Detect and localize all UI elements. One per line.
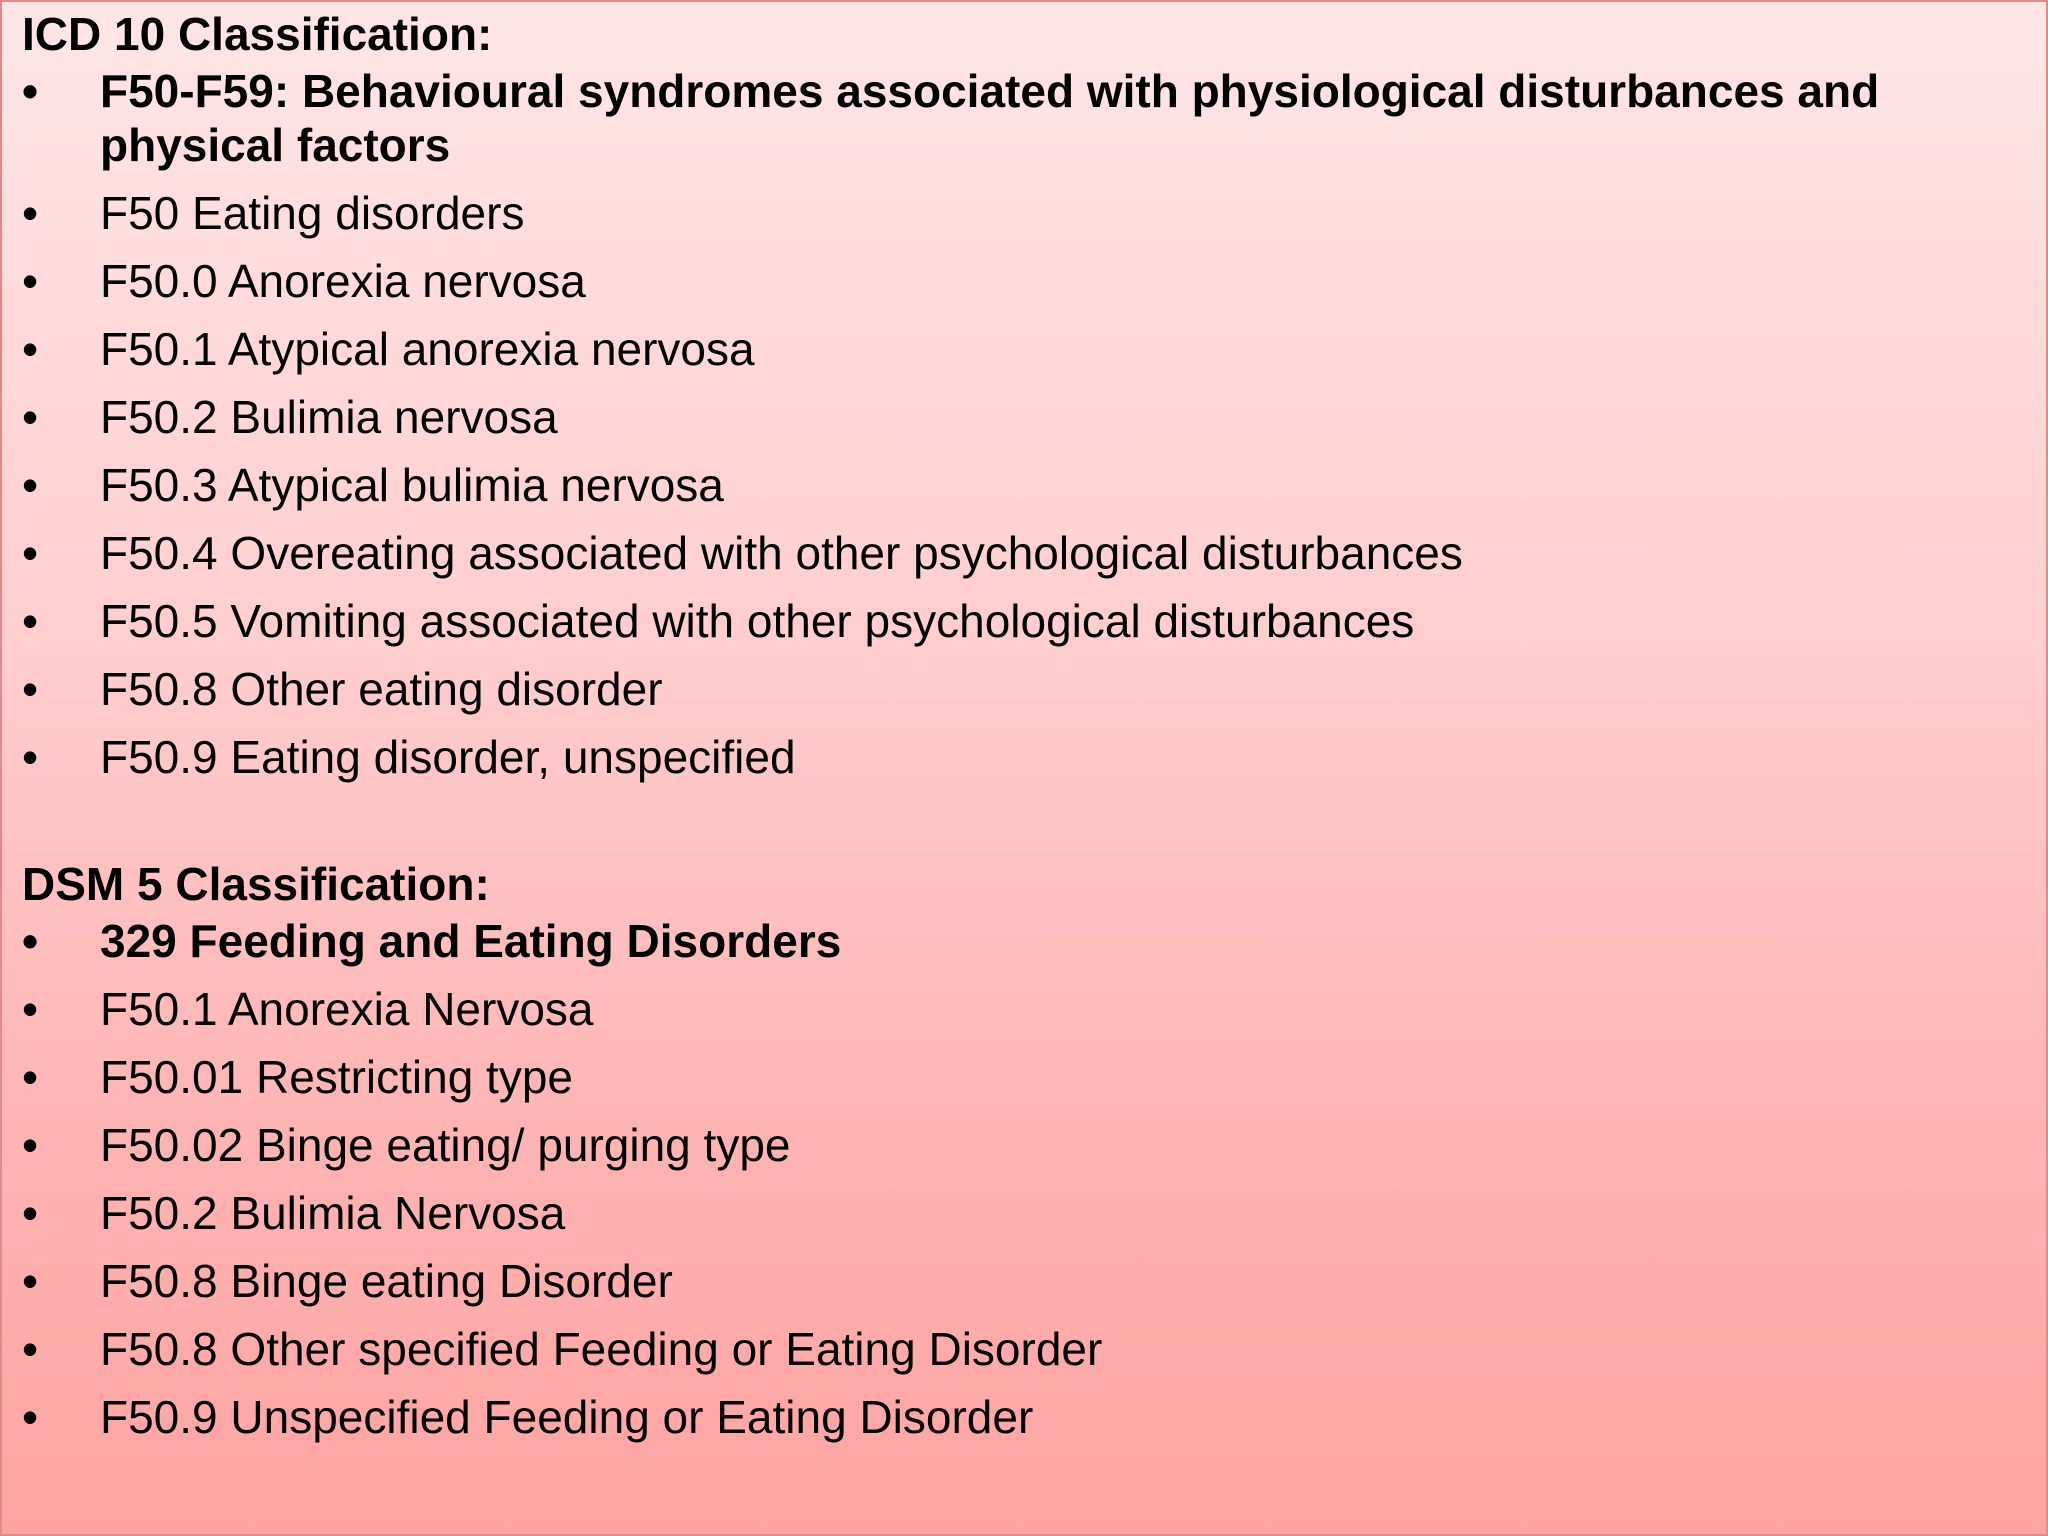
list-item xyxy=(22,1390,2032,1444)
bullet-icon: • xyxy=(22,595,39,647)
list-item-text: F50.8 Other specified Feeding or Eating Disorder xyxy=(100,1323,1103,1375)
list-item xyxy=(22,1050,2032,1104)
bullet-icon: • xyxy=(22,1051,39,1103)
icd-list xyxy=(22,64,2032,784)
list-item xyxy=(22,458,2032,512)
bullet-icon: • xyxy=(22,391,39,443)
icd-heading: ICD 10 Classification: xyxy=(22,8,493,60)
section-spacer xyxy=(22,798,2032,854)
list-item xyxy=(22,914,2032,968)
list-item-text: F50.01 Restricting type xyxy=(100,1051,574,1103)
bullet-icon: • xyxy=(22,1119,39,1171)
bullet-icon: • xyxy=(22,915,39,967)
list-item-text: F50.1 Anorexia Nervosa xyxy=(100,983,594,1035)
list-item xyxy=(22,1186,2032,1240)
list-item-text: F50.2 Bulimia nervosa xyxy=(100,391,558,443)
list-item-text: F50.4 Overeating associated with other psychological disturbances xyxy=(100,527,1463,579)
list-item xyxy=(22,526,2032,580)
slide-content xyxy=(22,4,2032,1458)
bullet-icon: • xyxy=(22,187,39,239)
list-item-text: F50 Eating disorders xyxy=(100,187,525,239)
bullet-icon: • xyxy=(22,459,39,511)
list-item xyxy=(22,186,2032,240)
list-item-text: F50-F59: Behavioural syndromes associated with physiological disturbances and physical factors xyxy=(100,65,1880,171)
list-item-text: F50.9 Eating disorder, unspecified xyxy=(100,731,796,783)
list-item xyxy=(22,662,2032,716)
list-item xyxy=(22,982,2032,1036)
list-item xyxy=(22,254,2032,308)
list-item xyxy=(22,1118,2032,1172)
list-item xyxy=(22,390,2032,444)
list-item-text: F50.3 Atypical bulimia nervosa xyxy=(100,459,724,511)
bullet-icon: • xyxy=(22,663,39,715)
bullet-icon: • xyxy=(22,983,39,1035)
list-item-text: F50.8 Binge eating Disorder xyxy=(100,1255,673,1307)
list-item-text: 329 Feeding and Eating Disorders xyxy=(100,915,842,967)
bullet-icon: • xyxy=(22,1187,39,1239)
dsm-list xyxy=(22,914,2032,1444)
list-item-text: F50.0 Anorexia nervosa xyxy=(100,255,586,307)
bullet-icon: • xyxy=(22,255,39,307)
list-item xyxy=(22,594,2032,648)
list-item-text: F50.1 Atypical anorexia nervosa xyxy=(100,323,755,375)
list-item xyxy=(22,322,2032,376)
list-item xyxy=(22,1254,2032,1308)
dsm-heading: DSM 5 Classification: xyxy=(22,858,490,910)
bullet-icon: • xyxy=(22,731,39,783)
bullet-icon: • xyxy=(22,1255,39,1307)
list-item-text: F50.9 Unspecified Feeding or Eating Disorder xyxy=(100,1391,1034,1443)
list-item xyxy=(22,1322,2032,1376)
list-item xyxy=(22,730,2032,784)
bullet-icon: • xyxy=(22,1323,39,1375)
bullet-icon: • xyxy=(22,527,39,579)
bullet-icon: • xyxy=(22,65,39,117)
bullet-icon: • xyxy=(22,323,39,375)
list-item-text: F50.8 Other eating disorder xyxy=(100,663,663,715)
list-item-text: F50.5 Vomiting associated with other psychological disturbances xyxy=(100,595,1415,647)
bullet-icon: • xyxy=(22,1391,39,1443)
list-item xyxy=(22,64,2032,172)
list-item-text: F50.2 Bulimia Nervosa xyxy=(100,1187,566,1239)
list-item-text: F50.02 Binge eating/ purging type xyxy=(100,1119,791,1171)
